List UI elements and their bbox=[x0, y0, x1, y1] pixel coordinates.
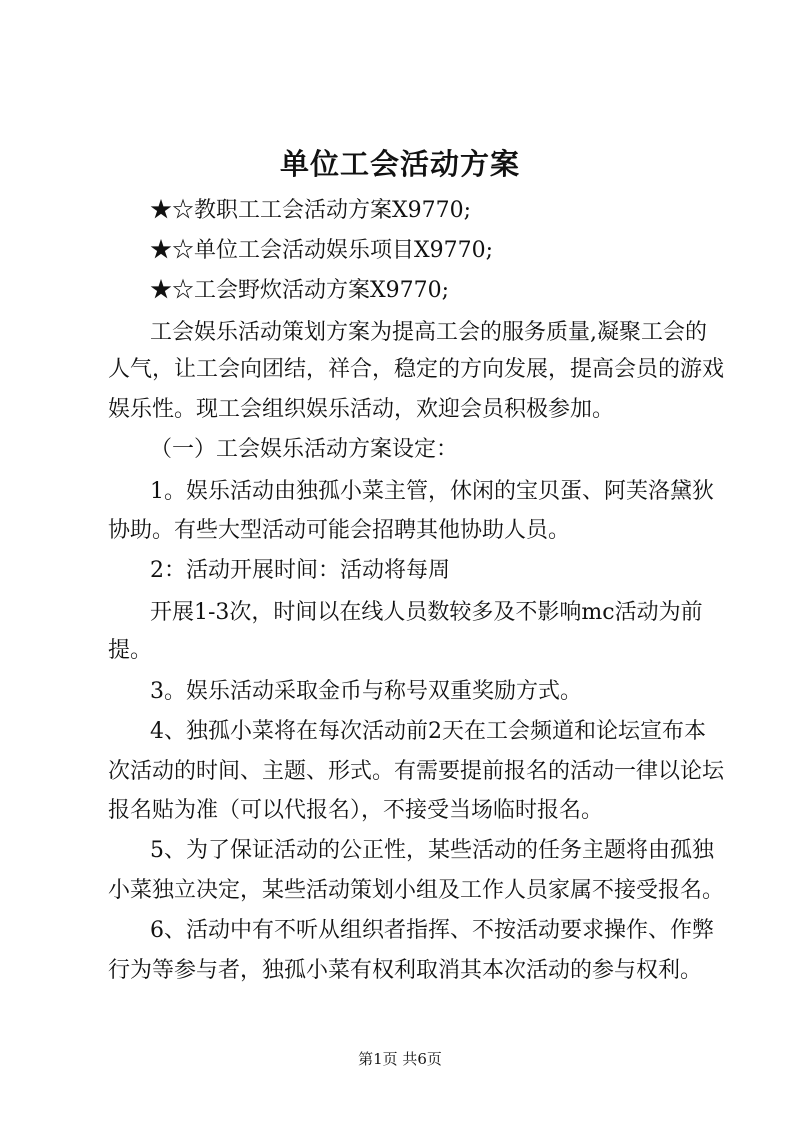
page-footer: 第1页 共6页 bbox=[358, 1050, 442, 1068]
paragraph-line: 1。娱乐活动由独孤小菜主管，休闲的宝贝蛋、阿芙洛黛狄 bbox=[150, 479, 714, 504]
paragraph-line: 行为等参与者，独孤小菜有权利取消其本次活动的参与权利。 bbox=[108, 958, 703, 983]
paragraph-line: 2：活动开展时间：活动将每周 bbox=[150, 558, 450, 583]
paragraph-line: 工会娱乐活动策划方案为提高工会的服务质量,凝聚工会的 bbox=[150, 320, 707, 345]
paragraph-line: 3。娱乐活动采取金币与称号双重奖励方式。 bbox=[150, 679, 582, 704]
paragraph-line: 4、独孤小菜将在每次活动前2天在工会频道和论坛宣布本 bbox=[150, 719, 706, 744]
paragraph-line: 人气，让工会向团结，祥合，稳定的方向发展，提高会员的游戏 bbox=[108, 357, 725, 382]
bullet-line-2: ★☆单位工会活动娱乐项目X9770; bbox=[150, 238, 494, 263]
section-heading: （一）工会娱乐活动方案设定： bbox=[150, 437, 459, 462]
paragraph-line: 5、为了保证活动的公正性，某些活动的任务主题将由孤独 bbox=[150, 838, 714, 863]
paragraph-line: 小菜独立决定，某些活动策划小组及工作人员家属不接受报名。 bbox=[108, 878, 725, 903]
bullet-line-1: ★☆教职工工会活动方案X9770; bbox=[150, 198, 472, 223]
page-title: 单位工会活动方案 bbox=[279, 147, 520, 181]
paragraph-line: 协助。有些大型活动可能会招聘其他协助人员。 bbox=[108, 518, 571, 543]
paragraph-line: 娱乐性。现工会组织娱乐活动，欢迎会员积极参加。 bbox=[108, 397, 615, 422]
paragraph-line: 6、活动中有不听从组织者指挥、不按活动要求操作、作弊 bbox=[150, 918, 714, 943]
paragraph-line: 次活动的时间、主题、形式。有需要提前报名的活动一律以论坛 bbox=[108, 759, 725, 784]
paragraph-line: 开展1-3次，时间以在线人员数较多及不影响mc活动为前 bbox=[150, 600, 703, 625]
bullet-line-3: ★☆工会野炊活动方案X9770; bbox=[150, 278, 450, 303]
paragraph-line: 提。 bbox=[108, 638, 153, 663]
paragraph-line: 报名贴为准（可以代报名），不接受当场临时报名。 bbox=[108, 798, 604, 823]
